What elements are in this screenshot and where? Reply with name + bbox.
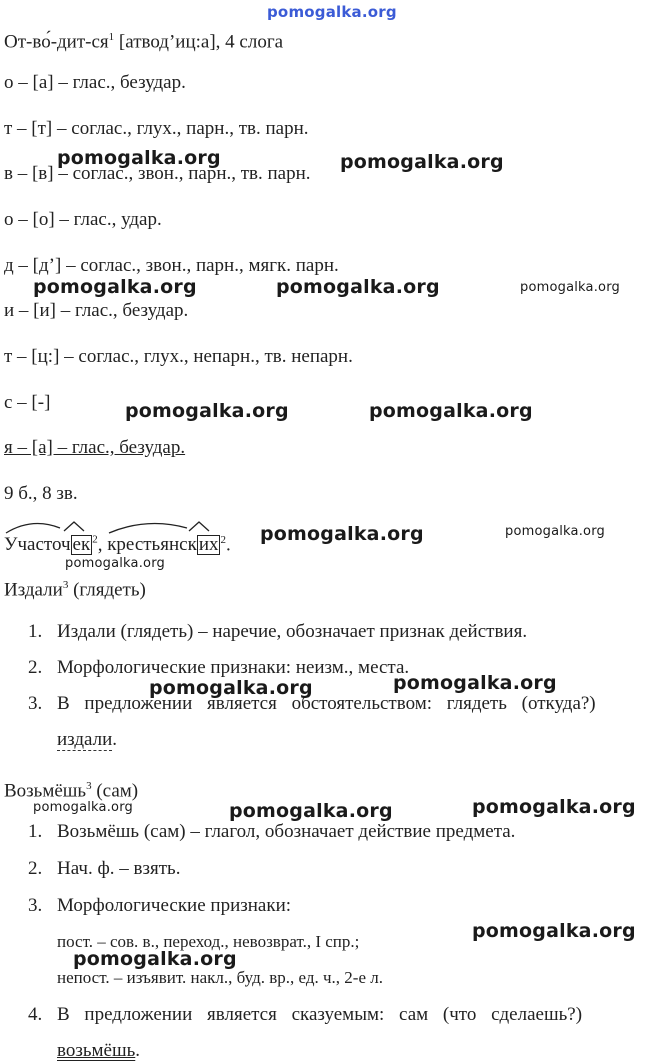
vozmesh-nonconst: непост. – изъявит. накл., буд. вр., ед. ч., 2-е л. — [57, 968, 383, 987]
watermark: pomogalka.org — [57, 147, 221, 169]
watermark: pomogalka.org — [229, 800, 393, 822]
phonetic-heading — [4, 25, 283, 54]
vozmesh-heading — [4, 774, 138, 803]
root-2: крестьян — [107, 534, 180, 556]
watermark: pomogalka.org — [393, 672, 557, 694]
ending-box-1: ек — [72, 534, 91, 556]
watermark: pomogalka.org — [276, 276, 440, 298]
izdali-sup: 3 — [62, 579, 69, 591]
morphemic-line — [4, 528, 231, 557]
izdali-answer: издали — [57, 729, 113, 750]
vozmesh-answer-tail: . — [135, 1040, 141, 1061]
watermark: pomogalka.org — [369, 400, 533, 422]
phonetic-summary: 9 б., 8 зв. — [4, 483, 78, 504]
root-1: Участ — [4, 534, 52, 556]
watermark: pomogalka.org — [73, 948, 237, 970]
izdali-answer-tail: . — [112, 729, 117, 750]
watermark: pomogalka.org — [125, 400, 289, 422]
watermark: pomogalka.org — [33, 276, 197, 298]
watermark: pomogalka.org — [65, 556, 165, 571]
phonetic-line: т – [т] – соглас., глух., парн., тв. парн. — [4, 118, 309, 139]
vozmesh-item-text: В предложении является сказуемым: сам (что сделаешь?) — [57, 1004, 583, 1025]
morphemic-word-1 — [4, 533, 92, 557]
phonetic-line-last: я – [а] – глас., безудар. — [4, 437, 186, 458]
root-arc-icon-1 — [4, 519, 114, 535]
vozmesh-answer: возьмёшь — [57, 1040, 136, 1061]
vozmesh-item: Морфологические признаки: — [57, 895, 292, 916]
suffix-2: ск — [179, 534, 197, 556]
watermark: pomogalka.org — [505, 524, 605, 539]
izdali-item: Морфологические признаки: неизм., места. — [57, 657, 410, 678]
vozmesh-item: Нач. ф. – взять. — [57, 858, 181, 879]
watermark: pomogalka.org — [260, 523, 424, 545]
morphemic-sup-2: 2 — [220, 534, 226, 546]
watermark: pomogalka.org — [33, 800, 133, 815]
suffix-1: оч — [51, 534, 71, 556]
morphemic-sup: 2 — [92, 534, 98, 546]
phonetic-line: т – [ц:] – соглас., глух., непарн., тв. непарн. — [4, 346, 353, 367]
izdali-context: (глядеть) — [68, 579, 146, 601]
ending-box-2: их — [198, 534, 219, 556]
izdali-item-text: В предложении является обстоятельством: глядеть (откуда?) — [57, 693, 596, 714]
root-arc-icon-2 — [107, 519, 237, 535]
phonetic-line: в – [в] – соглас., звон., парн., тв. парн. — [4, 163, 311, 184]
izdali-heading — [4, 573, 146, 602]
vozmesh-context: (сам) — [91, 780, 139, 802]
watermark: pomogalka.org — [149, 677, 313, 699]
watermark: pomogalka.org — [520, 280, 620, 295]
phonetic-transcription: [атвод’иц:а], 4 слога — [114, 31, 284, 53]
izdali-item — [57, 692, 642, 716]
morphemic-tail: . — [225, 534, 231, 556]
vozmesh-sup: 3 — [86, 780, 92, 792]
list-number: 3. — [28, 895, 43, 916]
watermark: pomogalka.org — [472, 796, 636, 818]
list-number: 2. — [28, 657, 43, 678]
izdali-answer-line — [57, 728, 117, 752]
morphemic-sep: , — [97, 534, 108, 556]
phonetic-sup: 1 — [108, 31, 115, 43]
morphemic-word-2 — [107, 533, 220, 557]
list-number: 2. — [28, 858, 43, 879]
phonetic-line: д – [д’] – соглас., звон., парн., мягк. парн. — [4, 255, 339, 276]
watermark: pomogalka.org — [472, 920, 636, 942]
list-number: 4. — [28, 1004, 43, 1025]
watermark-top[interactable]: pomogalka.org — [267, 3, 397, 21]
vozmesh-item: Возьмёшь (сам) – глагол, обозначает действие предмета. — [57, 821, 516, 842]
phonetic-line: с – [-] — [4, 392, 51, 413]
phonetic-line: и – [и] – глас., безудар. — [4, 300, 189, 321]
list-number: 3. — [28, 693, 43, 714]
list-number: 1. — [28, 821, 43, 842]
vozmesh-title: Возьмёшь — [4, 780, 87, 802]
list-number: 1. — [28, 621, 43, 642]
izdali-item: Издали (глядеть) – наречие, обозначает признак действия. — [57, 621, 528, 642]
vozmesh-answer-line — [57, 1039, 140, 1063]
watermark: pomogalka.org — [340, 151, 504, 173]
izdali-title: Издали — [4, 579, 63, 601]
phonetic-line: о – [а] – глас., безудар. — [4, 72, 186, 93]
vozmesh-const: пост. – сов. в., переход., невозврат., I спр.; — [57, 932, 360, 951]
phonetic-line: о – [о] – глас., удар. — [4, 209, 162, 230]
vozmesh-item — [57, 1003, 582, 1027]
phonetic-word: От-во́-дит-ся — [4, 31, 109, 53]
